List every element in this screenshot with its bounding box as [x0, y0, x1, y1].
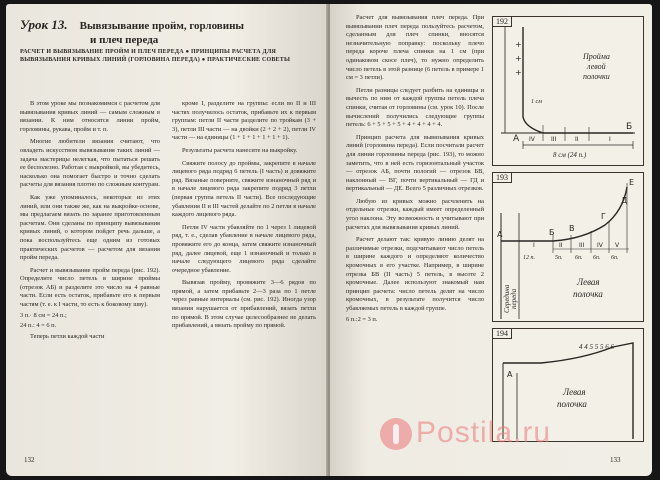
fig193-caption-2: полочка	[573, 289, 603, 299]
lesson-heading	[20, 16, 320, 46]
roman-label: III	[579, 242, 585, 249]
fig192-side-measure: 1 см	[531, 99, 542, 105]
page-number-left: 132	[24, 456, 35, 464]
figure-number: 193	[493, 173, 512, 183]
svg-text:+: +	[515, 54, 522, 63]
fig192-caption-1: Пройма	[583, 52, 610, 61]
fig192-bottom-measure: 8 см (24 п.)	[553, 151, 587, 159]
figure-192-drawing	[493, 17, 643, 165]
letter-label: В	[569, 224, 575, 233]
paragraph: Расчет и вывязывание пройм переда (рис. 192). Определите число петель в ширине проймы (отрезок АБ) и разделите это число на 4 равные части. Если есть остаток, прибавьте его к первым частям (т. е. к I части, то есть к боковому шву).	[20, 266, 160, 309]
figure-192	[492, 16, 644, 166]
svg-text:+: +	[515, 40, 522, 49]
letter-label: Б	[549, 228, 555, 237]
book-spread	[6, 4, 652, 476]
part-label: IV	[529, 136, 535, 143]
figure-194-drawing	[493, 329, 643, 441]
fig194-digits: 4 4 5 5 5 6 6	[579, 343, 614, 351]
paragraph: Любую из кривых можно расчленить на отдельные отрезки, каждый имеет определенный угол наклона. Эту возможность и учитывают при расчетах для вывязывания кривых линий.	[346, 197, 484, 231]
fig194-caption-1: Левая	[563, 387, 586, 397]
paragraph: Расчет делают так: кривую линию делят на различимые отрезки, подсчитывают число петель в ширине каждого и определяют количество кромочных в его участке. Например, в ширине отрезка БВ (II часть) 5 петель, в высоте 2 кромочные. Далее используют знакомый нам принцип расчета: число петель делят на число кромочных, в результате получится число убавляемых петель в каждой группе.	[346, 236, 484, 312]
step-label: 6п.	[611, 255, 619, 261]
left-page	[6, 4, 328, 476]
step-label: 5п.	[555, 255, 563, 261]
fig192-caption-2: левой	[587, 62, 606, 71]
roman-label: IV	[597, 242, 603, 249]
neckline-curve	[501, 187, 627, 241]
left-column-1	[20, 100, 160, 341]
figure-194	[492, 328, 644, 442]
paragraph: Свяжите полосу до проймы, закрепите в начале лицевого ряда подряд 6 петель (I часть) и довяжите ряд. Вязаные поверните, свяжите изнаночный ряд и в начале лицевого ряда закрепите подряд 3 петли (первая группа петель II части). Все последующие убавления II и III частей делайте по 2 петли в начале каждого лицевого ряда.	[172, 159, 316, 219]
paragraph: Теперь петли каждой части	[30, 332, 105, 340]
lesson-number: Урок 13.	[20, 17, 68, 32]
lesson-title-line2: и плеч переда	[90, 34, 159, 46]
letter-label: Г	[601, 212, 606, 221]
step-label: 6п.	[575, 255, 583, 261]
part-label: III	[551, 136, 557, 143]
fig193-side-caption-2: переда	[510, 288, 518, 309]
paragraph: Как уже упоминалось, некоторые из этих линий, или они также же, как на выкройке-основе, мы предлагаем вязать по заранее приготовленным расчетам. Они сделаны по принципу вывязывания кривых линий, о котором пойдет речь дальше, а пока воспользуйтесь еще одним из готовых практических расчетов — расчетом для вязания пройм переда.	[20, 193, 160, 262]
part-label: I	[609, 136, 611, 143]
paragraph: кроме I, разделите на группы: если во II и III частях получилось остаток, прибавьте их к первым группам: петли II части разделите по тройкам (3 + 3), петли III части — на двойки (2 + 2 + 2), петли IV части — на единицы (1 + 1 + 1 + 1 + 1 + 1).	[172, 100, 316, 142]
left-column-2	[172, 100, 316, 331]
armhole-curve	[523, 27, 633, 133]
fig192-label-a: А	[513, 134, 520, 144]
fig192-caption-3: полочки	[583, 72, 610, 81]
paragraph: Результаты расчета нанесите на выкройку.	[182, 146, 298, 154]
paragraph: Вывязав пройму, провяжите 3—6 рядов по прямой, а затем прибавьте 2—3 раза по 1 петле через равные интервалы (см. рис. 192). Иногда узор вязания нарушается от прибавлений, вязать петли по прямой. В этом случае целесообразнее не делать прибавлений, а вязать пройму по прямой.	[172, 279, 316, 330]
watermark: Postila.ru	[416, 416, 552, 449]
paragraph: Петли разницы следует разбить на единицы и вычесть по ним от каждой группы петель плеча спинки, считая от горловины (см. урок 10). После вычислений получились следующие группы петель: 6 + 5 + 5 + 5 + 4 + 4 + 4 + 4.	[346, 86, 484, 129]
figure-193-drawing	[493, 173, 643, 321]
figure-number: 194	[493, 329, 512, 339]
fig194-label-a: А	[507, 370, 513, 379]
paragraph: Петли IV части убавляйте по 1 через 1 лицевой ряд, т. е., сделав убавление в начале лицевого ряда, провяжите его до конца, затем свяжите изнаночный ряд, далее лицевой, еще 1 изнаночный и только в начале следующего лицевого ряда сделайте очередное убавление.	[172, 223, 316, 274]
roman-label: V	[615, 242, 620, 249]
right-column	[346, 14, 484, 326]
step-label: 6п.	[593, 255, 601, 261]
paragraph: В этом уроке мы познакомимся с расчетом для вывязывания кривых линий — самым сложным в вязании. К ним относятся линии пройм, горловины, рукава, пройм и т. п.	[20, 100, 160, 133]
formula: 6 п.:2 = 3 п.	[346, 315, 378, 323]
pin-icon	[380, 418, 412, 450]
fig192-label-b: Б	[626, 122, 633, 132]
right-page	[330, 4, 652, 476]
page-number-right: 133	[610, 456, 621, 464]
step-label: 12 п.	[523, 255, 535, 261]
figure-number: 192	[493, 17, 512, 27]
roman-label: II	[559, 242, 563, 249]
letter-label: А	[497, 230, 503, 239]
lesson-title-line1: Вывязывание пройм, горловины	[79, 20, 245, 32]
paragraph: Принцип расчета для вывязывания кривых линий (горловина переда). Если посчитали расчет для линии горловины переда (рис. 193), то можно заметить, что в ней есть горизонтальный участок — отрезок АБ, почти пологий — отрезок БВ, наклонный — ВГ, почти вертикальный — ГД и вертикальный — ДЕ. Всего 5 различных отрезков.	[346, 133, 484, 193]
fig193-side-caption-1: Середина	[503, 284, 511, 313]
roman-label: I	[533, 242, 535, 249]
paragraph: Многие любители вязания считают, что овладеть искусством вывязывания таких линий — задача мастерицы нелегкая, что пытаться решать ее бесполезно. Работая с выкройкой, вы убедитесь, насколько она помогает быстро и точно сделать расчеты для вязания плотно по сложным контурам.	[20, 138, 160, 189]
paragraph: Расчет для вывязывания плеч переда. При вывязывании плеч переда пользуйтесь расчетом, сделанным для плеч спинки, вносятся незначительную поправку: поскольку плечо переда короче плеча спинки на 1 см (при одинаковом скосе плеч), то нужно определить число петель в этой разнице (6 петель в примере 1 см = 3 петли).	[346, 14, 484, 82]
fig194-caption-2: полочка	[557, 399, 587, 409]
letter-label: Д	[621, 196, 628, 205]
letter-label: Е	[629, 178, 635, 187]
svg-text:+: +	[515, 68, 522, 77]
figure-193	[492, 172, 644, 322]
fig193-caption-1: Левая	[577, 277, 600, 287]
part-label: II	[575, 136, 579, 143]
lesson-subtitle: РАСЧЕТ И ВЫВЯЗЫВАНИЕ ПРОЙМ И ПЛЕЧ ПЕРЕДА ● ПРИНЦИПЫ РАСЧЕТА ДЛЯ ВЫВЯЗЫВАНИЯ КРИВЫХ ЛИНИЙ (ГОРЛОВИНА ПЕРЕДА) ● ПРАКТИЧЕСКИЕ СОВЕТЫ	[20, 49, 291, 63]
formula: 24 п.: 4 = 6 п.	[20, 322, 57, 330]
formula: 3 п.· 8 см = 24 п.;	[20, 311, 67, 319]
